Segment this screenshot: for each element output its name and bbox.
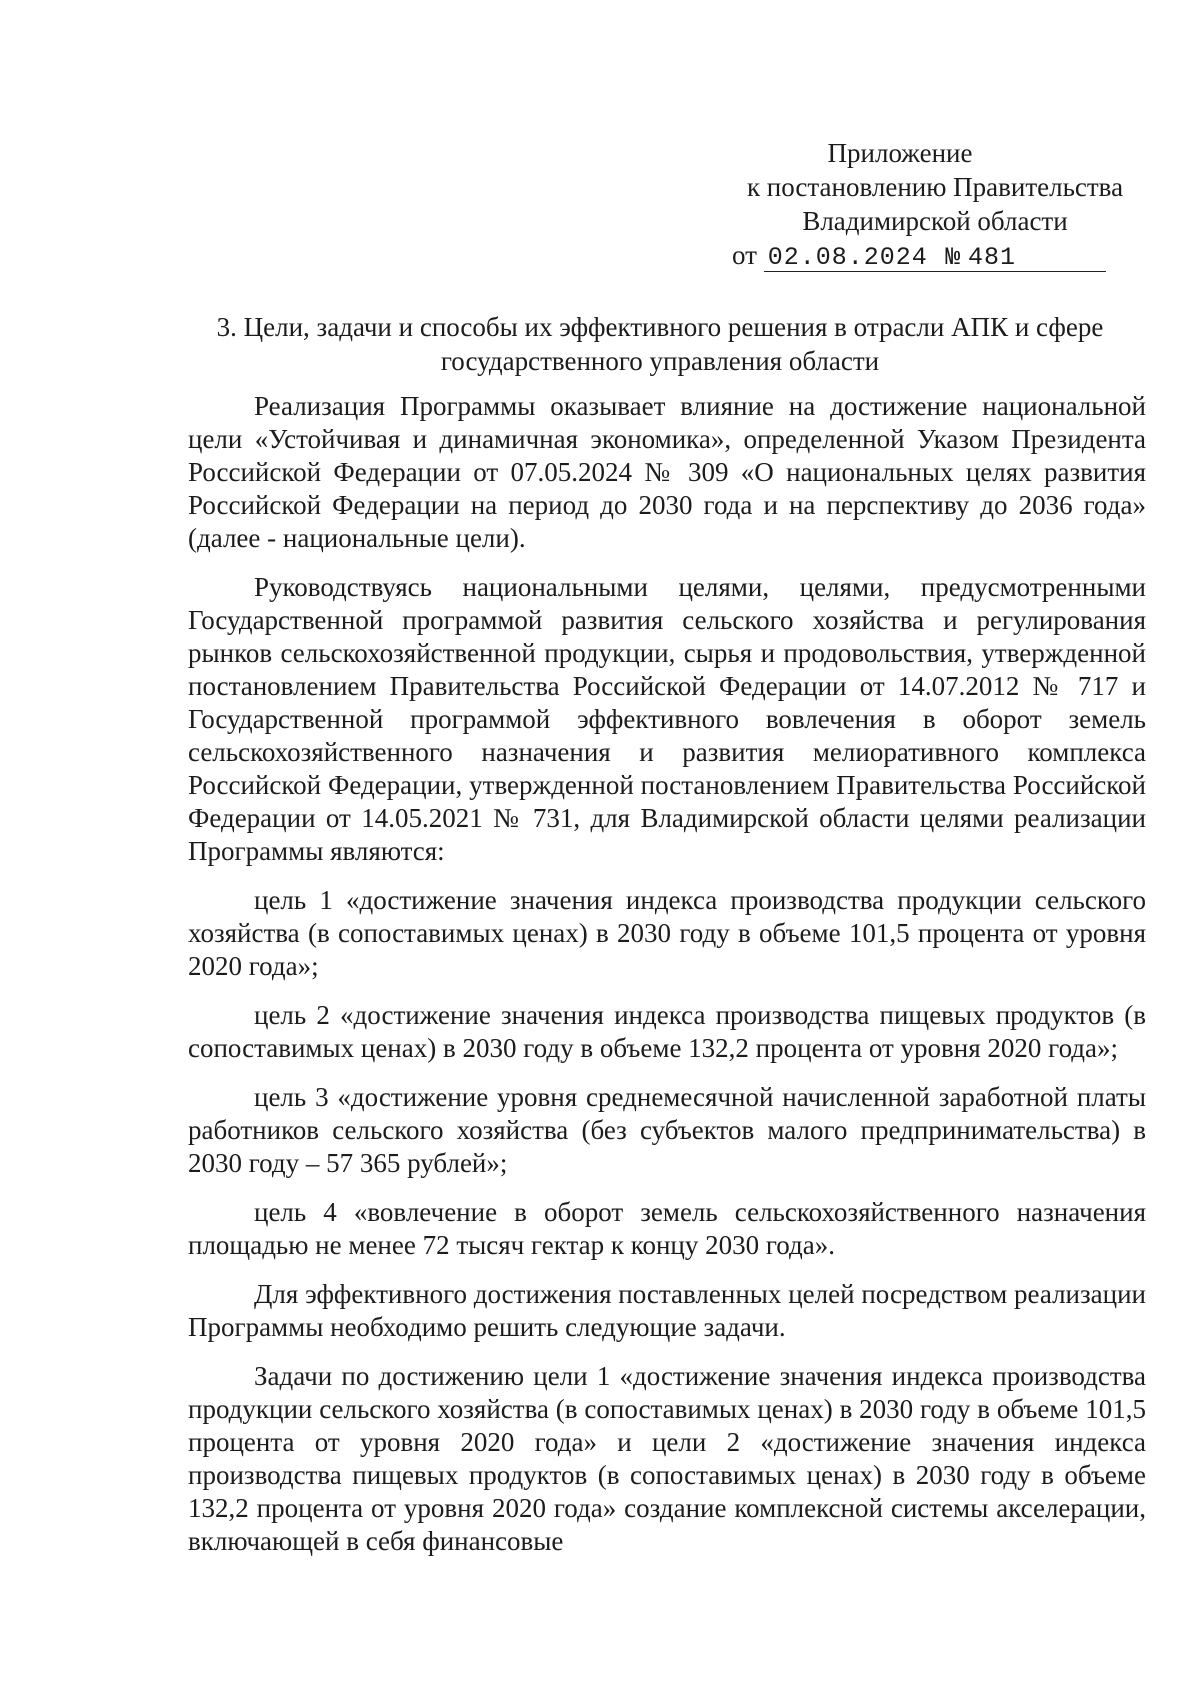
date-field xyxy=(764,242,932,272)
paragraph-national-goal: Реализация Программы оказывает влияние на достижение национальной цели «Устойчивая и динамичная экономика», определенной Указом Президента Российской Федерации от 07.05.2024 № 309 «О национальных целях развития Российской Федерации на период до 2030 года и на перспективу до 2036 года» (далее - национальные цели). xyxy=(188,391,1146,553)
number-sign: № xyxy=(945,243,962,272)
paragraph-goal-3: цель 3 «достижение уровня среднемесячной начисленной заработной платы работников сельского хозяйства (без субъектов малого предпринимательства) в 2030 году – 57 365 рублей»; xyxy=(188,1082,1146,1178)
number-value: 481 xyxy=(967,243,1016,272)
paragraph-goal-2: цель 2 «достижение значения индекса производства пищевых продуктов (в сопоставимых ценах) в 2030 году в объеме 132,2 процента от уровня 2020 года»; xyxy=(188,1000,1146,1063)
number-field xyxy=(932,242,1106,272)
appendix-label: Приложение xyxy=(827,138,973,168)
document-body xyxy=(188,390,1146,1574)
appendix-date-line xyxy=(732,238,1135,272)
date-prefix: от xyxy=(732,240,757,270)
appendix-resolution-line: к постановлению Правительства xyxy=(746,172,1124,202)
date-value: 02.08.2024 xyxy=(767,243,928,272)
appendix-region-line: Владимирской области xyxy=(802,206,1068,236)
section-title: 3. Цели, задачи и способы их эффективного решения в отрасли АПК и сфере государственного управления области xyxy=(216,312,1104,376)
paragraph-program-goals-intro: Руководствуясь национальными целями, целями, предусмотренными Государственной программой развития сельского хозяйства и регулирования рынков сельскохозяйственной продукции, сырья и продовольствия, утвержденной постановлением Правительства Российской Федерации от 14.07.2012 № 717 и Государственной программой эффективного вовлечения в оборот земель сельскохозяйственного назначения и развития мелиоративного комплекса Российской Федерации, утвержденной постановлением Правительства Российской Федерации от 14.05.2021 № 731, для Владимирской области целями реализации Программы являются: xyxy=(188,572,1146,866)
paragraph-goal-4: цель 4 «вовлечение в оборот земель сельскохозяйственного назначения площадью не менее 72 тысяч гектар к концу 2030 года». xyxy=(188,1197,1146,1260)
paragraph-tasks-intro: Для эффективного достижения поставленных целей посредством реализации Программы необходимо решить следующие задачи. xyxy=(188,1279,1146,1342)
paragraph-tasks-goals-1-2: Задачи по достижению цели 1 «достижение значения индекса производства продукции сельского хозяйства (в сопоставимых ценах) в 2030 году в объеме 101,5 процента от уровня 2020 года» и цели 2 «достижение значения индекса производства пищевых продуктов (в сопоставимых ценах) в 2030 году в объеме 132,2 процента от уровня 2020 года» создание комплексной системы акселерации, включающей в себя финансовые xyxy=(188,1361,1146,1556)
paragraph-goal-1: цель 1 «достижение значения индекса производства продукции сельского хозяйства (в сопоставимых ценах) в 2030 году в объеме 101,5 процента от уровня 2020 года»; xyxy=(188,885,1146,981)
appendix-header xyxy=(732,136,1135,272)
